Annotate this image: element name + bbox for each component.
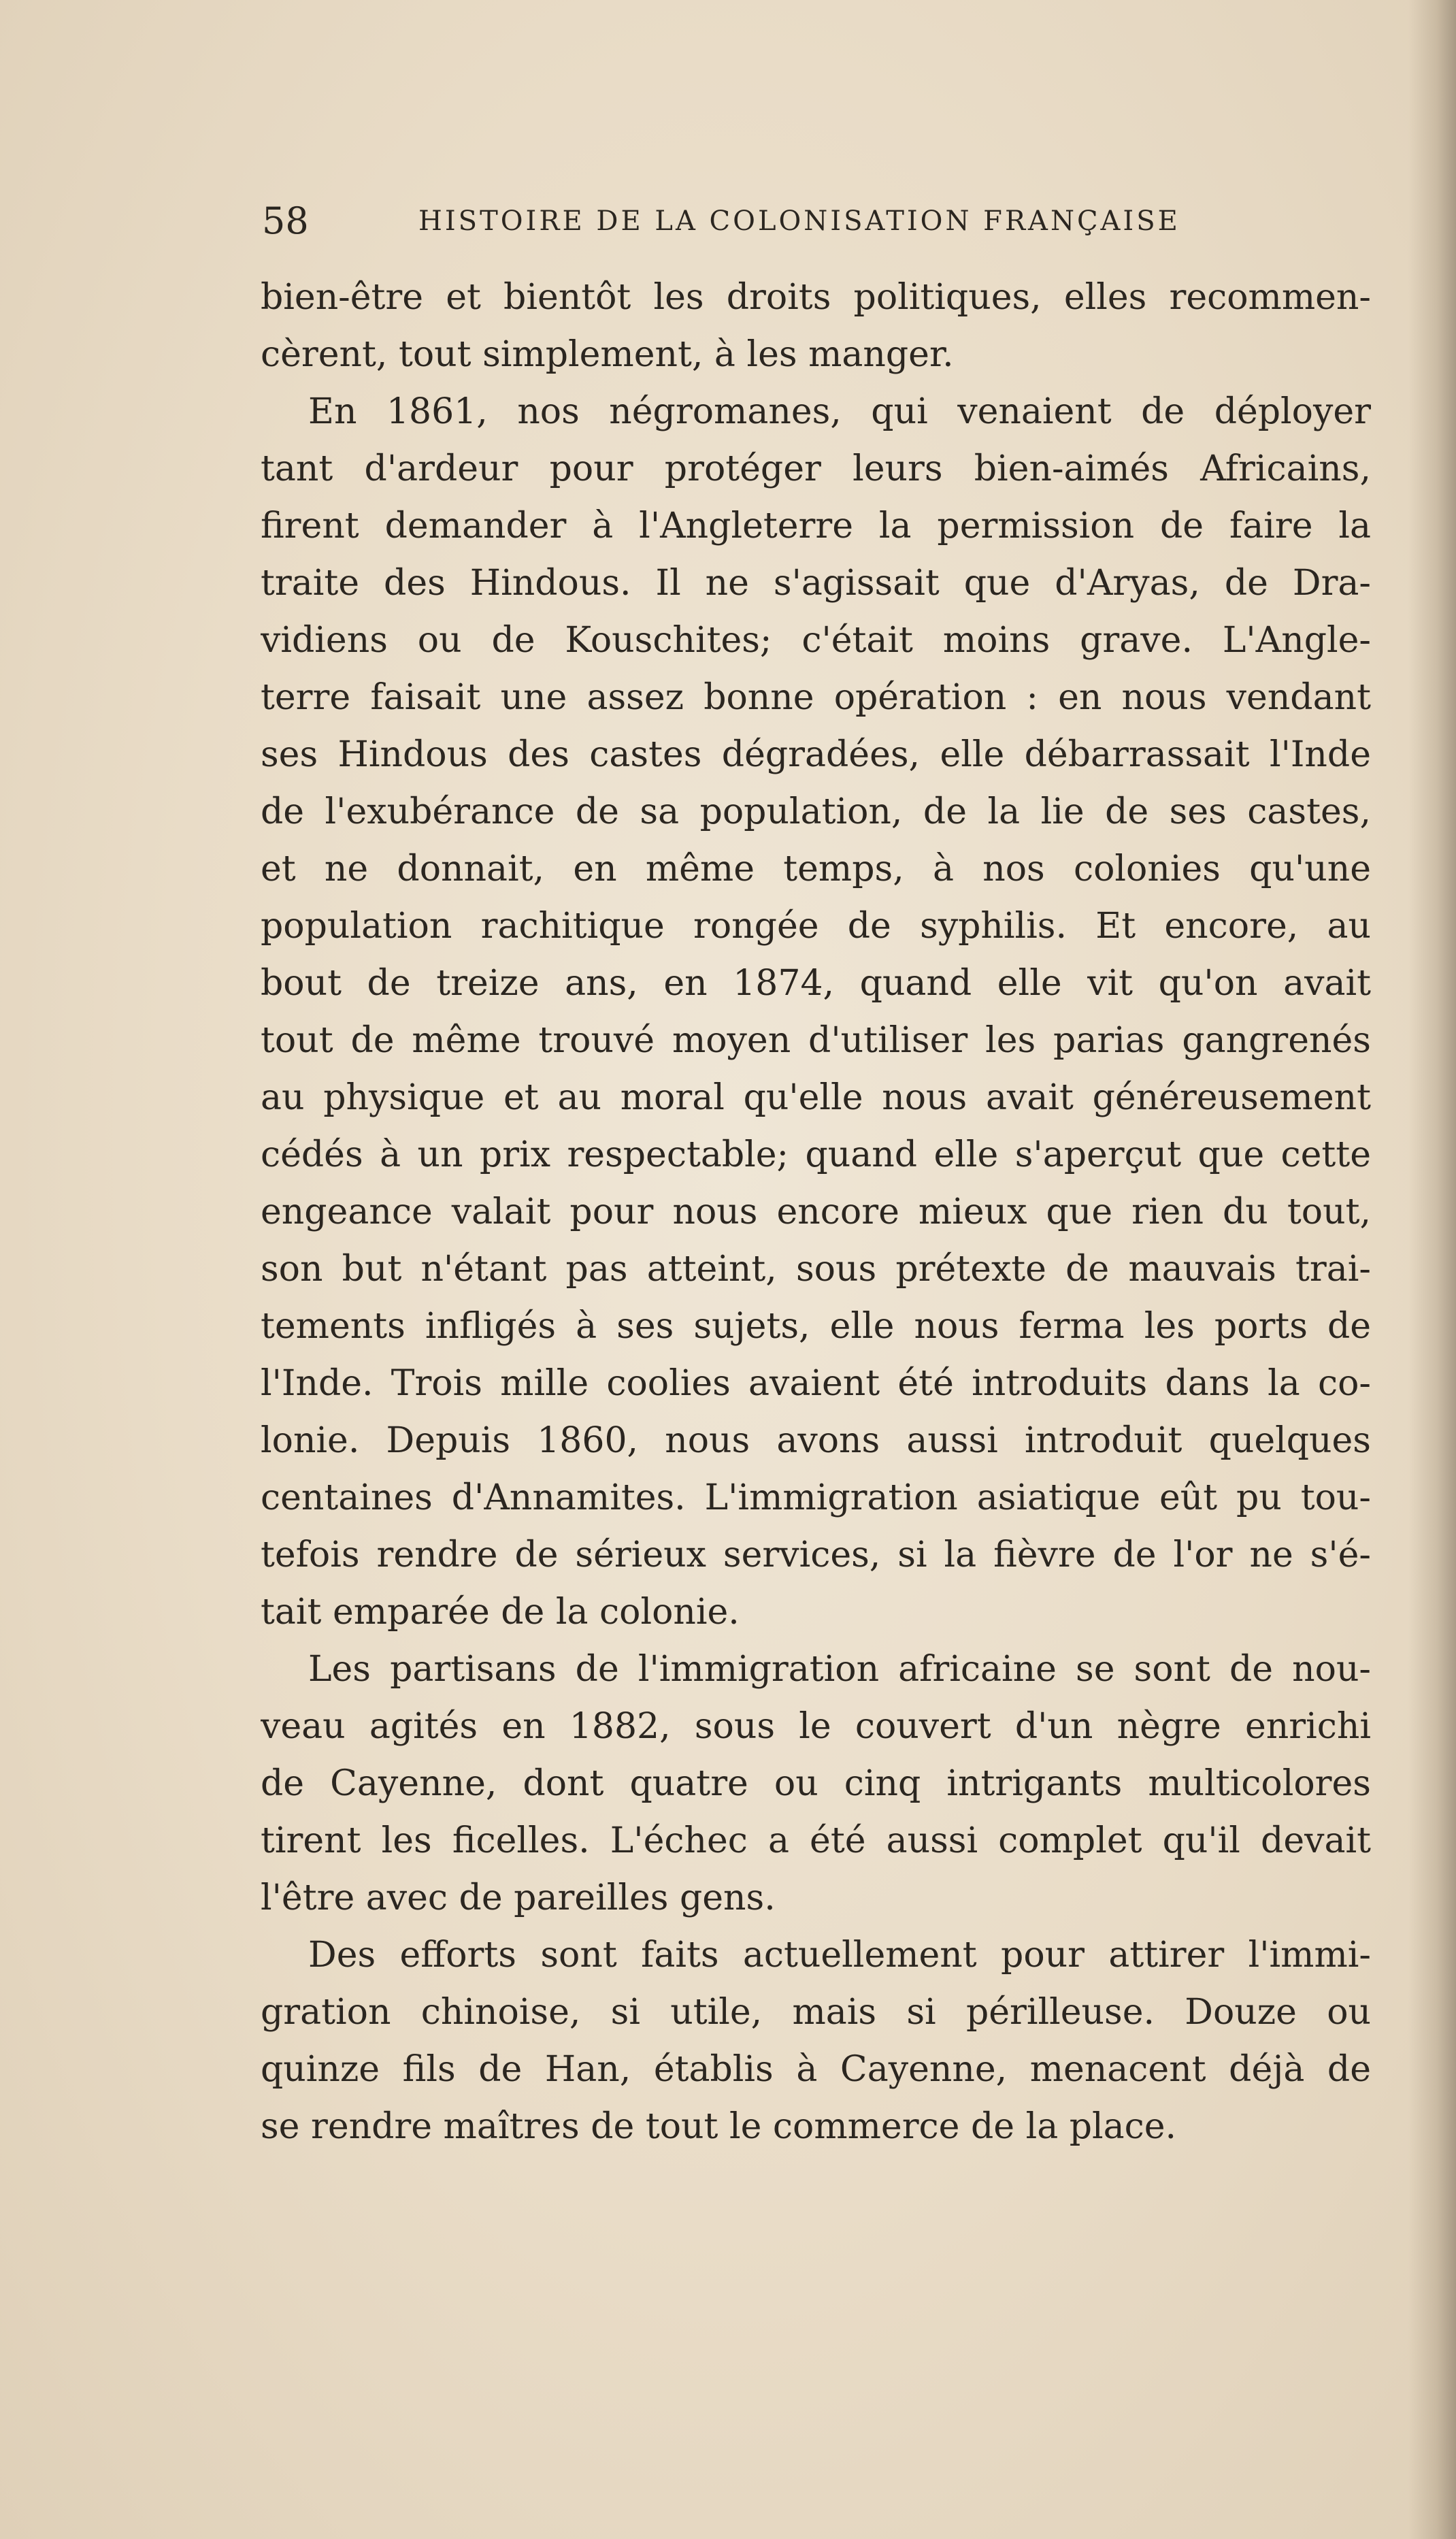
page-header	[262, 194, 1385, 248]
text-line: de l'exubérance de sa population, de la lie de ses castes,	[261, 791, 1371, 832]
text-line: terre faisait une assez bonne opération : en nous vendant	[261, 677, 1371, 718]
text-line: l'être avec de pareilles gens.	[261, 1878, 776, 1918]
text-line: gration chinoise, si utile, mais si périlleuse. Douze ou	[261, 1992, 1371, 2033]
running-title: HISTOIRE DE LA COLONISATION FRANÇAISE	[418, 206, 1180, 237]
text-line: engeance valait pour nous encore mieux que rien du tout,	[261, 1192, 1371, 1232]
text-line: ses Hindous des castes dégradées, elle débarrassait l'Inde	[261, 734, 1371, 775]
text-line: tout de même trouvé moyen d'utiliser les parias gangrenés	[261, 1020, 1371, 1061]
text-line: lonie. Depuis 1860, nous avons aussi introduit quelques	[261, 1420, 1371, 1461]
text-line: cédés à un prix respectable; quand elle s'aperçut que cette	[261, 1134, 1371, 1175]
text-line: cèrent, tout simplement, à les manger.	[261, 334, 954, 375]
text-line: bien-être et bientôt les droits politiques, elles recommen-	[261, 277, 1371, 318]
text-line: tait emparée de la colonie.	[261, 1592, 740, 1633]
text-line: au physique et au moral qu'elle nous avait généreusement	[261, 1077, 1371, 1118]
text-line: En 1861, nos négromanes, qui venaient de déployer	[308, 391, 1371, 432]
text-line: vidiens ou de Kouschites; c'était moins grave. L'Angle-	[261, 620, 1371, 661]
binding-shadow	[1408, 0, 1456, 2539]
text-line: bout de treize ans, en 1874, quand elle vit qu'on avait	[261, 963, 1371, 1004]
text-line: tefois rendre de sérieux services, si la fièvre de l'or ne s'é-	[261, 1535, 1371, 1575]
text-line: se rendre maîtres de tout le commerce de la place.	[261, 2106, 1177, 2147]
text-line: Les partisans de l'immigration africaine se sont de nou-	[308, 1649, 1371, 1690]
page-number: 58	[262, 199, 309, 242]
text-line: firent demander à l'Angleterre la permission de faire la	[261, 506, 1371, 546]
body-text	[261, 269, 1371, 2155]
text-line: centaines d'Annamites. L'immigration asiatique eût pu tou-	[261, 1477, 1371, 1518]
text-line: de Cayenne, dont quatre ou cinq intrigants multicolores	[261, 1763, 1371, 1804]
text-line: tements infligés à ses sujets, elle nous ferma les ports de	[261, 1306, 1371, 1347]
text-line: population rachitique rongée de syphilis. Et encore, au	[261, 906, 1371, 947]
text-line: quinze fils de Han, établis à Cayenne, menacent déjà de	[261, 2049, 1371, 2090]
text-line: et ne donnait, en même temps, à nos colonies qu'une	[261, 849, 1371, 889]
text-line: tant d'ardeur pour protéger leurs bien-aimés Africains,	[261, 448, 1371, 489]
text-line: Des efforts sont faits actuellement pour attirer l'immi-	[308, 1935, 1371, 1976]
text-line: l'Inde. Trois mille coolies avaient été introduits dans la co-	[261, 1363, 1371, 1404]
text-line: traite des Hindous. Il ne s'agissait que d'Aryas, de Dra-	[261, 563, 1371, 604]
text-line: son but n'étant pas atteint, sous prétexte de mauvais trai-	[261, 1249, 1371, 1290]
text-line: veau agités en 1882, sous le couvert d'un nègre enrichi	[261, 1706, 1371, 1747]
text-line: tirent les ficelles. L'échec a été aussi complet qu'il devait	[261, 1820, 1371, 1861]
